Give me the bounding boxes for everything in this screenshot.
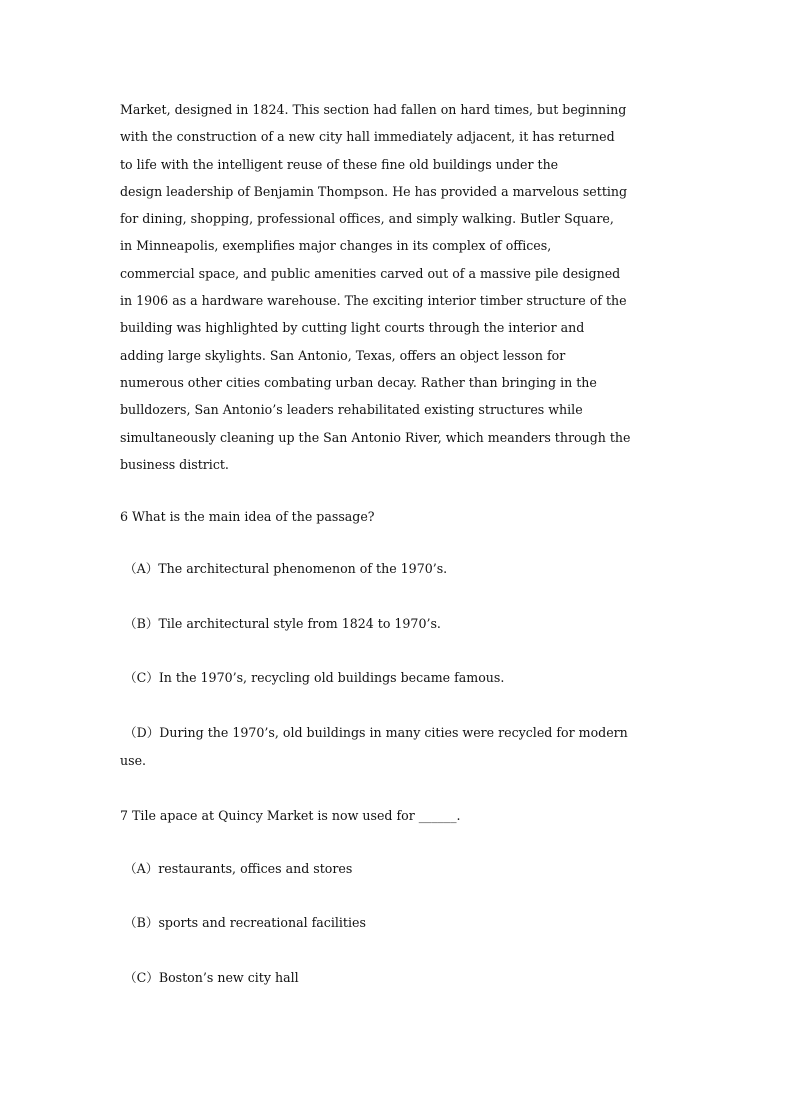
- passage-line: in 1906 as a hardware warehouse. The exciting interior timber structure of the: [120, 293, 627, 309]
- question-6-option-b: （B）Tile architectural style from 1824 to 1970’s.: [124, 616, 441, 631]
- question-6-option-d-continuation: use.: [120, 753, 147, 768]
- question-6-option-a: （A）The architectural phenomenon of the 1970’s.: [124, 561, 448, 576]
- passage-line: Market, designed in 1824. This section had fallen on hard times, but beginning: [120, 102, 627, 117]
- passage-line: commercial space, and public amenities carved out of a massive pile designed: [120, 265, 621, 281]
- question-6-stem: 6 What is the main idea of the passage?: [120, 509, 375, 524]
- passage-line: with the construction of a new city hall immediately adjacent, it has returned: [120, 129, 615, 145]
- question-6-option-c: （C）In the 1970’s, recycling old buildings became famous.: [124, 670, 505, 685]
- passage-line: simultaneously cleaning up the San Antonio River, which meanders through the: [120, 429, 631, 445]
- passage-line: building was highlighted by cutting light courts through the interior and: [120, 320, 585, 336]
- question-7-stem: 7 Tile apace at Quincy Market is now used for ______.: [120, 808, 461, 823]
- passage-line: design leadership of Benjamin Thompson. He has provided a marvelous setting: [120, 183, 628, 199]
- passage-line: business district.: [120, 456, 229, 472]
- question-7-option-c: （C）Boston’s new city hall: [124, 970, 299, 985]
- passage-text: [120, 96, 680, 478]
- passage-line: to life with the intelligent reuse of these fine old buildings under the: [120, 156, 559, 172]
- passage-line: bulldozers, San Antonio’s leaders rehabilitated existing structures while: [120, 402, 583, 418]
- passage-line: in Minneapolis, exemplifies major changes in its complex of offices,: [120, 238, 552, 254]
- question-7-option-a: （A）restaurants, offices and stores: [124, 861, 353, 876]
- passage-line: for dining, shopping, professional offices, and simply walking. Butler Square,: [120, 211, 614, 227]
- question-7-option-b: （B）sports and recreational facilities: [124, 915, 366, 930]
- question-6-option-d: （D）During the 1970’s, old buildings in many cities were recycled for modern: [124, 725, 628, 740]
- passage-line: adding large skylights. San Antonio, Texas, offers an object lesson for: [120, 347, 566, 363]
- passage-line: numerous other cities combating urban decay. Rather than bringing in the: [120, 374, 597, 390]
